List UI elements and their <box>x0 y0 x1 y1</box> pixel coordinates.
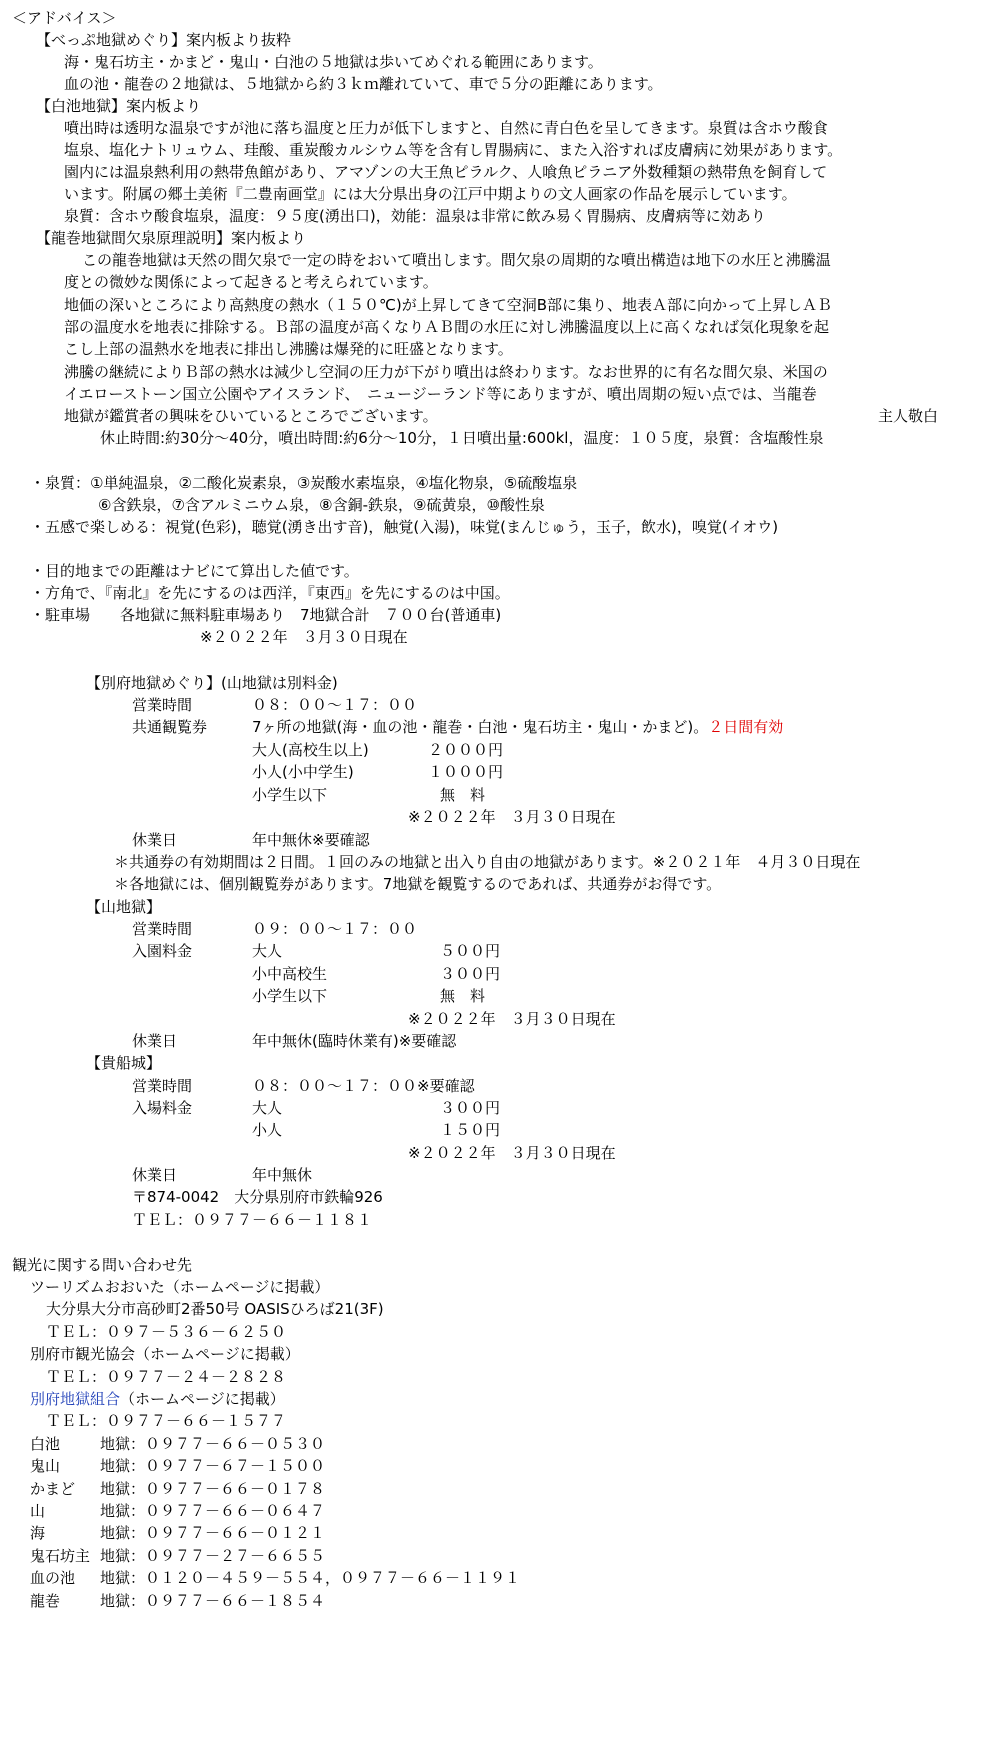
tourism-oita-tel: ＴＥＬ：０９７－５３６－６２５０ <box>46 1323 287 1341</box>
meguri-ticket-desc: 7ヶ所の地獄(海・血の池・龍巻・白池・鬼石坊主・鬼山・かまど)。２日間有効 <box>252 718 784 736</box>
text-line: 度との微妙な関係によって起きると考えられています。 <box>64 273 438 291</box>
text-line: この龍巻地獄は天然の間欠泉で一定の時をおいて噴出します。間欠泉の周期的な噴出構造は地下の水圧と沸騰温 <box>82 251 831 269</box>
jigoku-name: 龍巻 <box>30 1592 61 1610</box>
jigoku-tel-row: 地獄：０９７７－２７－６６５５ <box>100 1547 326 1565</box>
shiraike-title: 【白池地獄】案内板より <box>36 97 202 115</box>
tourism-oita-name: ツーリズムおおいた（ホームページに掲載） <box>30 1278 330 1296</box>
fee-price: １５０円 <box>440 1121 501 1139</box>
fee-price: ５００円 <box>440 942 501 960</box>
text-line: 沸騰の継続によりＢ部の熱水は減少し空洞の圧力が下がり噴出は終わります。なお世界的に有名な間欠泉、米国の <box>64 363 828 381</box>
jigoku-tel-row: 地獄：０９７７－６６－０６４７ <box>100 1502 326 1520</box>
text-line: 部の温度水を地表に排除する。Ｂ部の温度が高くなりＡＢ間の水圧に対し沸騰温度以上に高くなれば気化現象を起 <box>64 318 830 336</box>
fee-label: 小学生以下 <box>252 987 328 1005</box>
valid-period: ２日間有効 <box>708 718 784 736</box>
meguri-hours: ０８：００～１７：００ <box>252 696 418 714</box>
kifune-address: 〒874-0042 大分県別府市鉄輪926 <box>132 1188 383 1206</box>
advice-heading: ＜アドバイス＞ <box>12 9 117 27</box>
jigoku-tel-row: 地獄：０９７７－６６－０５３０ <box>100 1435 326 1453</box>
text-line: 泉質：含ホウ酸食塩泉，温度：９５度(湧出口)，効能：温泉は非常に飲み易く胃腸病、皮膚病等に効あり <box>64 207 766 225</box>
fee-label: 大人 <box>252 942 283 960</box>
kifune-hours-label: 営業時間 <box>132 1077 193 1095</box>
yama-closed-label: 休業日 <box>132 1032 178 1050</box>
kifune-hours: ０８：００～１７：００※要確認 <box>252 1077 475 1095</box>
fee-label: 小人(小中学生) <box>252 763 354 781</box>
fee-label: 大人(高校生以上) <box>252 741 369 759</box>
text-line: こし上部の温熱水を地表に排出し沸騰は爆発的に旺盛となります。 <box>64 340 513 358</box>
kumiai-note: （ホームページに掲載） <box>120 1390 285 1408</box>
meguri-date: ※２０２２年 ３月３０日現在 <box>408 808 616 826</box>
jigoku-tel-row: 地獄：０９７７－６６－０１７８ <box>100 1480 326 1498</box>
text-line: 園内には温泉熱利用の熱帯魚館があり、アマゾンの大王魚ピラルク、人喰魚ピラニア外数種類の熱帯魚を飼育して <box>64 163 828 181</box>
beppu-kyokai-tel: ＴＥＬ：０９７７－２４－２８２８ <box>46 1368 287 1386</box>
jigoku-name: 鬼山 <box>30 1457 61 1475</box>
text-line: 地獄が鑑賞者の興味をひいているところでございます。 <box>64 407 438 425</box>
bullet-direction: ・方角で、『南北』を先にするのは西洋，『東西』を先にするのは中国。 <box>30 584 510 602</box>
kifune-tel: ＴＥＬ：０９７７－６６－１１８１ <box>132 1211 373 1229</box>
yama-date: ※２０２２年 ３月３０日現在 <box>408 1010 616 1028</box>
text-line: 海・鬼石坊主・かまど・鬼山・白池の５地獄は歩いてめぐれる範囲にあります。 <box>64 53 603 71</box>
text-line: 塩泉、塩化ナトリュウム、珪酸、重炭酸カルシウム等を含有し胃腸病に、また入浴すれば皮膚病に効果があります。 <box>64 141 843 159</box>
meguri-note: ＊共通券の有効期間は２日間。１回のみの地獄と出入り自由の地獄があります。※２０２１年 ４月３０日現在 <box>114 853 861 871</box>
yama-hours-label: 営業時間 <box>132 920 193 938</box>
contact-title: 観光に関する問い合わせ先 <box>12 1256 193 1274</box>
kifune-date: ※２０２２年 ３月３０日現在 <box>408 1144 616 1162</box>
yama-closed: 年中無休(臨時休業有)※要確認 <box>252 1032 457 1050</box>
meguri-ticket-label: 共通観覧券 <box>132 718 208 736</box>
jigoku-tel-row: 地獄：０９７７－６７－１５００ <box>100 1457 326 1475</box>
beppu-meguri-title: 【べっぷ地獄めぐり】案内板より抜粋 <box>36 31 292 49</box>
meguri-hours-label: 営業時間 <box>132 696 193 714</box>
beppu-kyokai-name: 別府市観光協会（ホームページに掲載） <box>30 1345 300 1363</box>
kifune-closed-label: 休業日 <box>132 1166 178 1184</box>
tatsumaki-title: 【龍巻地獄間欠泉原理説明】案内板より <box>36 229 307 247</box>
yama-hours: ０９：００～１７：００ <box>252 920 418 938</box>
text-line: います。附属の郷土美術『二豊南画堂』には大分県出身の江戸中期よりの文人画家の作品を展示しています。 <box>64 185 797 203</box>
fee-price: １０００円 <box>428 763 504 781</box>
bullet-spring-quality-cont: ⑥含鉄泉，⑦含アルミニウム泉，⑧含銅-鉄泉，⑨硫黄泉，⑩酸性泉 <box>98 496 545 514</box>
tourism-oita-address: 大分県大分市高砂町2番50号 OASISひろば21(3F) <box>46 1300 384 1318</box>
bullet-five-senses: ・五感で楽しめる：視覚(色彩)，聴覚(湧き出す音)，触覚(入湯)，味覚(まんじゅう，玉子，飲水)，嗅覚(イオウ) <box>30 518 779 536</box>
jigoku-name: 血の池 <box>30 1569 76 1587</box>
fee-price: 無 料 <box>440 987 486 1005</box>
bullet-parking: ・駐車場 各地獄に無料駐車場あり 7地獄合計 ７００台(普通車) <box>30 606 502 624</box>
text-line: 地価の深いところにより高熱度の熱水（１５０℃)が上昇してきて空洞B部に集り、地表Ａ部に向かって上昇しＡＢ <box>64 296 832 314</box>
fee-label: 小人 <box>252 1121 283 1139</box>
jigoku-name: かまど <box>30 1480 76 1498</box>
parking-date: ※２０２２年 ３月３０日現在 <box>200 628 408 646</box>
fee-label: 大人 <box>252 1099 283 1117</box>
meguri-closed: 年中無休※要確認 <box>252 831 370 849</box>
kifune-title: 【貴船城】 <box>86 1054 162 1072</box>
fee-price: ３００円 <box>440 965 501 983</box>
tatsumaki-data: 休止時間:約30分～40分，噴出時間:約6分～10分，１日噴出量:600kl，温度：１０５度，泉質：含塩酸性泉 <box>100 429 824 447</box>
fee-price: 無 料 <box>440 786 486 804</box>
kifune-fee-label: 入場料金 <box>132 1099 193 1117</box>
bullet-spring-quality: ・泉質：①単純温泉，②二酸化炭素泉，③炭酸水素塩泉，④塩化物泉，⑤硫酸塩泉 <box>30 474 578 492</box>
jigoku-name: 白池 <box>30 1435 61 1453</box>
meguri-title: 【別府地獄めぐり】(山地獄は別料金) <box>86 674 338 692</box>
kumiai-row <box>30 1390 285 1409</box>
jigoku-tel-row: 地獄：０９７７－６６－１８５４ <box>100 1592 326 1610</box>
jigoku-tel-row: 地獄：０１２０－４５９－５５４，０９７７－６６－１１９１ <box>100 1569 521 1587</box>
jigoku-name: 山 <box>30 1502 46 1520</box>
text-line: 血の池・龍巻の２地獄は、５地獄から約３ｋｍ離れていて、車で５分の距離にあります。 <box>64 75 663 93</box>
kumiai-link[interactable]: 別府地獄組合 <box>30 1390 121 1408</box>
fee-price: ３００円 <box>440 1099 501 1117</box>
text-line: 噴出時は透明な温泉ですが池に落ち温度と圧力が低下しますと、自然に青白色を呈してきます。泉質は含ホウ酸食 <box>64 119 828 137</box>
meguri-note: ＊各地獄には、個別観覧券があります。7地獄を観覧するのであれば、共通券がお得です。 <box>114 875 722 893</box>
jigoku-tel-row: 地獄：０９７７－６６－０１２１ <box>100 1524 326 1542</box>
yama-title: 【山地獄】 <box>86 898 162 916</box>
fee-price: ２０００円 <box>428 741 504 759</box>
meguri-closed-label: 休業日 <box>132 831 178 849</box>
bullet-distance: ・目的地までの距離はナビにて算出した値です。 <box>30 562 359 580</box>
signature: 主人敬白 <box>878 407 939 425</box>
jigoku-name: 海 <box>30 1524 46 1542</box>
kumiai-tel: ＴＥＬ：０９７７－６６－１５７７ <box>46 1412 287 1430</box>
fee-label: 小学生以下 <box>252 786 328 804</box>
jigoku-name: 鬼石坊主 <box>30 1547 91 1565</box>
kifune-closed: 年中無休 <box>252 1166 313 1184</box>
text-line: イエローストーン国立公園やアイスランド、 ニュージーランド等にありますが、噴出周期の短い点では、当龍巻 <box>64 385 817 403</box>
fee-label: 小中高校生 <box>252 965 328 983</box>
yama-fee-label: 入園料金 <box>132 942 193 960</box>
